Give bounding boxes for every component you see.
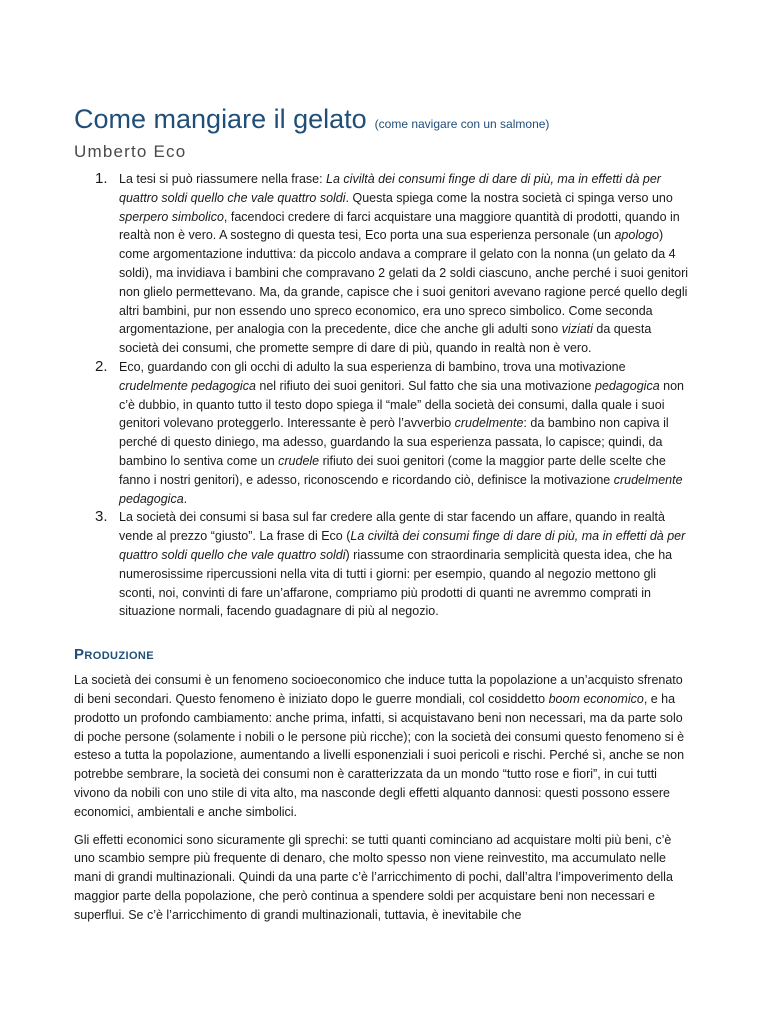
list-item (74, 508, 692, 621)
list-number: 3. (95, 508, 108, 526)
list-item-text (119, 172, 688, 355)
text-run: Eco, guardando con gli occhi di adulto la sua esperienza di bambino, trova una motivazione (119, 359, 626, 374)
italic-text: crudelmente pedagogica (119, 472, 683, 506)
text-run: , facendoci credere di farci acquistare una maggiore quantità di prodotti, quando in realtà non è vero. A sostegno di questa tesi, Eco porta una sua esperienza personale (un (119, 209, 680, 243)
page-subtitle: (come navigare con un salmone) (374, 117, 550, 131)
italic-text: boom economico (548, 691, 644, 706)
list-number: 1. (95, 170, 108, 187)
text-run: . Questa spiega come la nostra società ci spinga verso uno (345, 190, 673, 205)
italic-text: crudele (278, 453, 320, 468)
italic-text: sperpero simbolico (119, 209, 224, 224)
author-name: Umberto Eco (74, 142, 187, 161)
italic-text: pedagogica (595, 378, 660, 393)
text-run: : da bambino non capiva il perché di questo diniego, ma adesso, guardando la sua esperienza passata, lo capisce; quindi, da bambino lo sentiva come un (119, 416, 669, 468)
text-run: nel rifiuto dei suoi genitori. Sul fatto che sia una motivazione (255, 378, 595, 393)
list-number: 2. (95, 357, 108, 375)
text-run: , e ha prodotto un profondo cambiamento: anche prima, infatti, si acquistavano beni non necessari, ma da parte solo di poche persone (solamente i nobili o le persone più ricche); con la società dei consumi questo fenomeno si è esteso a tutta la popolazione, aumentando a livelli esponenziali i suoi pericoli e rischi. Perché sì, anche se non potrebbe sembrare, la società dei consumi non è caratterizzata da un mondo “tutto rose e fiori”, in cui tutti vivono da nobili con uno stile di vita alto, ma nasconde degli effetti alquanto dannosi: questi possono essere economici, ambientali e anche simbolici. (74, 691, 685, 819)
text-run: Gli effetti economici sono sicuramente gli sprechi: se tutti quanti cominciano ad acquistare molti più beni, c’è uno scambio sempre più frequente di denaro, che molto spesso non viene reinvestito, ma accumulato nelle mani di grandi multinazionali. Quindi da una parte c’è l’arricchimento di pochi, dall’altra l’impoverimento della maggior parte della popolazione, che però continua a spendere soldi per acquistare beni non necessari e superflui. Se c’è l’arricchimento di grandi multinazionali, tuttavia, è inevitabile che (74, 832, 673, 922)
section-heading: Produzione (74, 646, 155, 664)
list-item (74, 170, 692, 358)
text-run: ) riassume con straordinaria semplicità questa idea, che ha numerosissime ripercussioni nella vita di tutti i giorni: per esempio, quando al negozio mettono gli sconti, noi, convinti di fare un’affarone, compriamo più prodotti di quanti ne avremmo comprati in situazione normali, facendo guadagnare di più al negozio. (119, 547, 673, 619)
page-title: Come mangiare il gelato (74, 104, 367, 134)
italic-text: La civiltà dei consumi finge di dare di più, ma in effetti dà per quattro soldi quello che vale quattro soldi (119, 172, 661, 205)
paragraph (74, 831, 692, 925)
numbered-list (74, 170, 692, 621)
title-row (74, 104, 692, 135)
text-run: La società dei consumi si basa sul far credere alla gente di star facendo un affare, quando in realtà vende al prezzo “giusto”. La frase di Eco ( (119, 510, 665, 544)
text-run: da questa società dei consumi, che promette sempre di dare di più, quando in realtà non è vero. (119, 322, 652, 356)
paragraph (74, 671, 692, 821)
document-page (74, 104, 692, 924)
italic-text: La civiltà dei consumi finge di dare di più, ma in effetti dà per quattro soldi quello che vale quattro soldi (119, 529, 686, 562)
list-item-text (119, 360, 684, 506)
text-run: rifiuto dei suoi genitori (come la maggior parte delle scelte che fanno i nostri genitori), e adesso, riconoscendo e ricordando ciò, definisce la motivazione (119, 453, 666, 487)
italic-text: crudelmente (454, 416, 524, 431)
text-run: La tesi si può riassumere nella frase: (119, 172, 327, 186)
list-item (74, 358, 692, 508)
list-item-text (119, 510, 685, 618)
text-run: non c’è dubbio, in quanto tutto il testo dopo spiega il “male” della società dei consumi, dalla quale i suoi genitori volevano proteggerlo. Interessante è però l’avverbio (119, 378, 684, 431)
text-run: . (183, 491, 188, 506)
text-run: ) come argomentazione induttiva: da piccolo andava a comprare il gelato con la nonna (un gelato da 4 soldi), ma invidiava i bambini che compravano 2 gelati da 2 soldi ciascuno, anche perché i suoi genitori non glielo permettevano. Ma, da grande, capisce che i suoi genitori avevano ragione percé quello degli altri bambini, pur non essendo uno spreco economico, era uno spreco simbolico. Come seconda argomentazione, per analogia con la precedente, dice che anche gli adulti sono (119, 228, 689, 337)
italic-text: viziati (561, 322, 593, 337)
italic-text: crudelmente pedagogica (119, 378, 256, 393)
text-run: La società dei consumi è un fenomeno socioeconomico che induce tutta la popolazione a un’acquisto sfrenato di beni secondari. Questo fenomeno è iniziato dopo le guerre mondiali, col cosiddetto (74, 673, 683, 706)
italic-text: apologo (614, 228, 659, 243)
